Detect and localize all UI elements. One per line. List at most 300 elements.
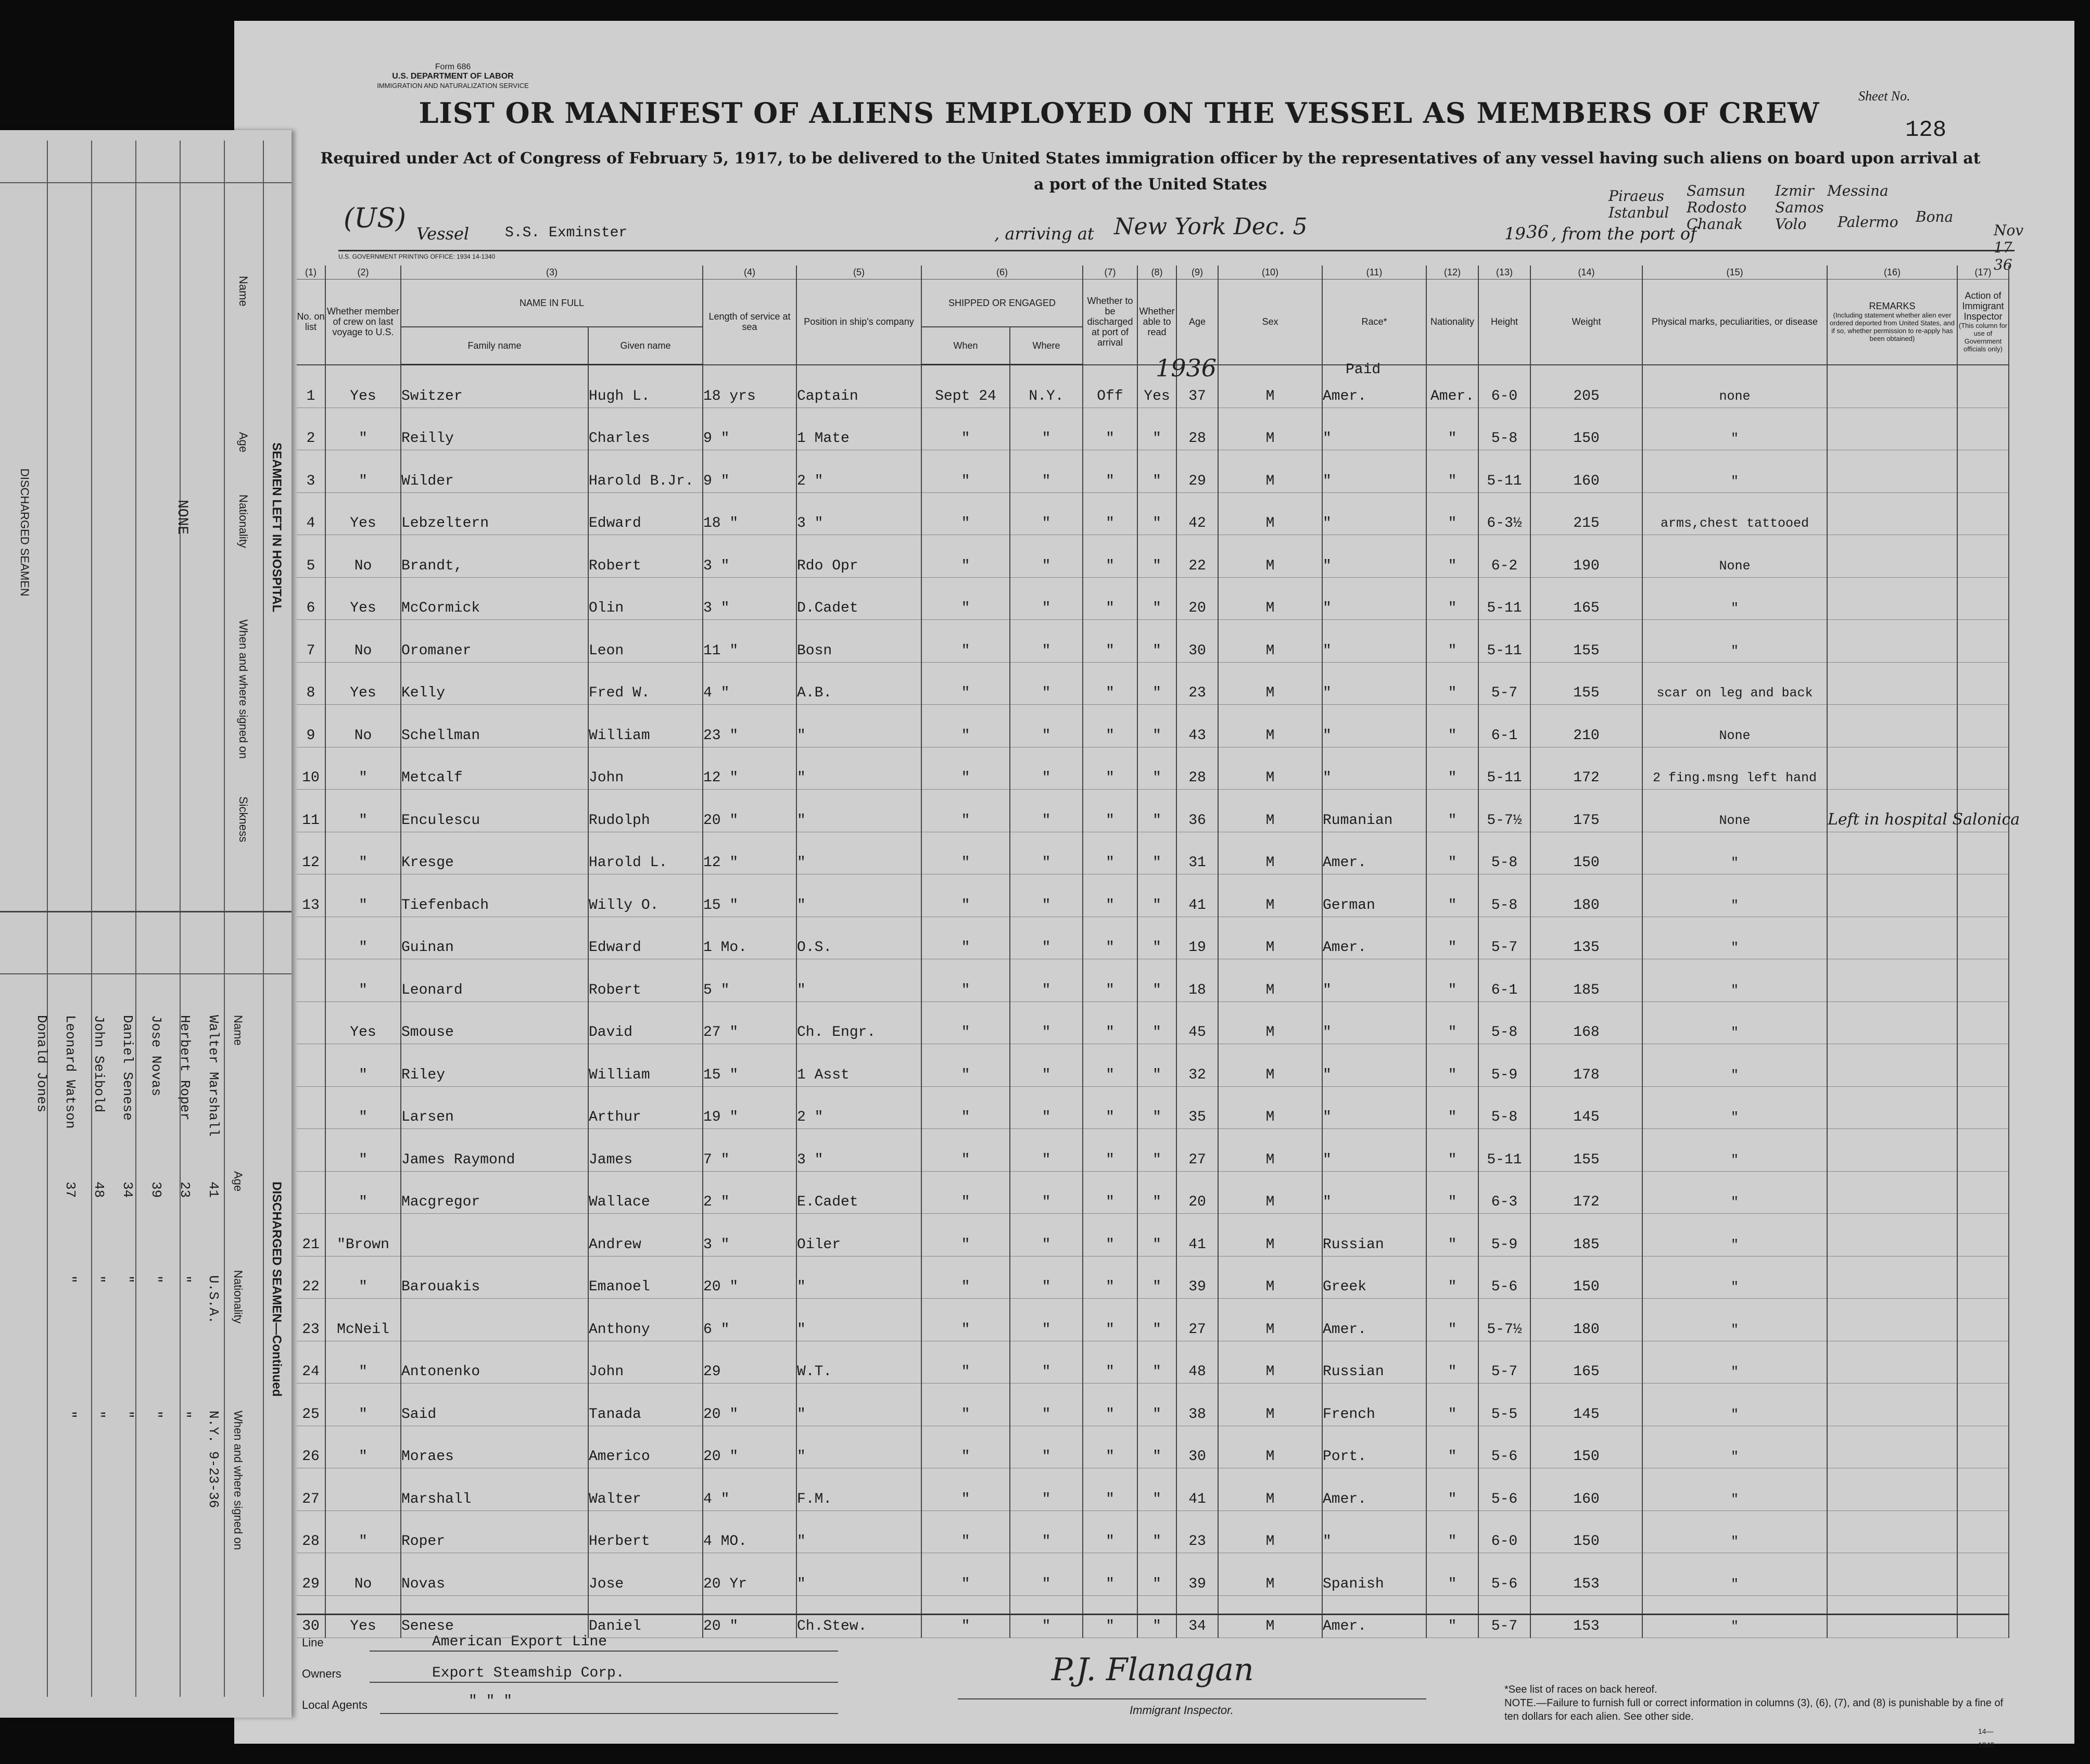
table-row [297, 1511, 2009, 1553]
cell-weight: 190 [1530, 535, 1642, 578]
header-remarks [1827, 280, 1957, 365]
cell-position: 1 Mate [796, 408, 921, 450]
cell-nat: " [1426, 1341, 1478, 1384]
crew-table [297, 265, 2020, 1638]
cell-height: 5-9 [1478, 1044, 1530, 1087]
cell-given: Arthur [588, 1086, 703, 1129]
cell-last: "Brown [325, 1214, 401, 1257]
cell-sex: M [1218, 1384, 1322, 1426]
cell-marks: " [1642, 577, 1827, 620]
cell-length: 4 MO. [703, 1511, 796, 1553]
cell-height: 5-8 [1478, 832, 1530, 874]
cell-disch: " [1083, 874, 1137, 917]
cell-remarks [1827, 1256, 1957, 1299]
cell-weight: 185 [1530, 959, 1642, 1002]
discharged-name: Herbert Roper [177, 1015, 193, 1121]
cell-when: " [921, 492, 1010, 535]
cell-marks: " [1642, 1468, 1827, 1511]
cell-given: Jose [588, 1553, 703, 1596]
cell-read: " [1137, 1341, 1176, 1384]
cell-no: 23 [297, 1299, 325, 1341]
cell-weight: 172 [1530, 1171, 1642, 1214]
cell-disch: " [1083, 1171, 1137, 1214]
table-row [297, 1044, 2009, 1087]
cell-read: " [1137, 1595, 1176, 1638]
cell-where: " [1010, 959, 1083, 1002]
cell-family: Smouse [401, 1001, 588, 1044]
cell-weight: 175 [1530, 790, 1642, 832]
cell-read: " [1137, 577, 1176, 620]
cell-remarks [1827, 1553, 1957, 1596]
cell-disch: " [1083, 1595, 1137, 1638]
cell-remarks [1827, 620, 1957, 663]
cell-length: 5 " [703, 959, 796, 1002]
cell-action [1957, 450, 2009, 493]
cell-disch: " [1083, 1256, 1137, 1299]
colnum-7: (7) [1083, 265, 1137, 280]
cell-family: Enculescu [401, 790, 588, 832]
cell-age: 36 [1176, 790, 1218, 832]
cell-disch: " [1083, 1553, 1137, 1596]
cell-family: Guinan [401, 917, 588, 959]
cell-family: Tiefenbach [401, 874, 588, 917]
cell-sex: M [1218, 1299, 1322, 1341]
slip-col-divider [91, 141, 92, 1697]
from-port-label: , from the port of [1551, 224, 1697, 244]
cell-family: Antonenko [401, 1341, 588, 1384]
cell-race: Amer. [1322, 365, 1426, 408]
cell-given: Daniel [588, 1595, 703, 1638]
table-row [297, 1299, 2009, 1341]
slip-rule [0, 911, 292, 912]
cell-remarks [1827, 1299, 1957, 1341]
cell-nat: " [1426, 1426, 1478, 1468]
cell-marks: none [1642, 365, 1827, 408]
cell-read: " [1137, 1468, 1176, 1511]
cell-last: " [325, 747, 401, 790]
cell-family: Schellman [401, 705, 588, 747]
cell-family: Senese [401, 1595, 588, 1638]
discharged-seamen-slip [0, 130, 292, 1718]
discharged-name: John Seibold [91, 1015, 107, 1113]
cell-weight: 160 [1530, 1468, 1642, 1511]
cell-length: 29 [703, 1341, 796, 1384]
colnum-15: (15) [1642, 265, 1827, 280]
cell-race: " [1322, 1001, 1426, 1044]
cell-position: O.S. [796, 917, 921, 959]
cell-height: 6-2 [1478, 535, 1530, 578]
cell-position: " [796, 1553, 921, 1596]
agents-underline [380, 1713, 838, 1714]
cell-action [1957, 1384, 2009, 1426]
line-underline [370, 1651, 838, 1652]
cell-when: " [921, 1214, 1010, 1257]
slip-col-divider [263, 141, 264, 1697]
cell-no: 30 [297, 1595, 325, 1638]
cell-remarks [1827, 1129, 1957, 1172]
colnum-3: (3) [401, 265, 703, 280]
arriving-value: New York Dec. 5 [1114, 213, 1308, 240]
discharged-age: 23 [177, 1182, 193, 1198]
cell-remarks: Left in hospital Salonica [1827, 790, 1957, 832]
cell-where: " [1010, 1044, 1083, 1087]
cell-nat: " [1426, 1256, 1478, 1299]
cell-family: Novas [401, 1553, 588, 1596]
header-family-name: Family name [401, 327, 588, 365]
cell-remarks [1827, 747, 1957, 790]
cell-position: 1 Asst [796, 1044, 921, 1087]
cell-when: " [921, 959, 1010, 1002]
cell-given: Willy O. [588, 874, 703, 917]
cell-marks: " [1642, 1511, 1827, 1553]
cell-nat: " [1426, 1214, 1478, 1257]
cell-length: 2 " [703, 1171, 796, 1214]
cell-when: " [921, 1426, 1010, 1468]
manifest-page [234, 21, 2074, 1749]
cell-height: 5-11 [1478, 1129, 1530, 1172]
cell-when: " [921, 577, 1010, 620]
cell-race: " [1322, 1171, 1426, 1214]
cell-age: 43 [1176, 705, 1218, 747]
agents-value: " " " [468, 1693, 513, 1709]
cell-remarks [1827, 577, 1957, 620]
cell-where: " [1010, 1595, 1083, 1638]
cell-age: 23 [1176, 662, 1218, 705]
cell-height: 5-11 [1478, 450, 1530, 493]
slip-rule [0, 973, 292, 974]
cell-age: 37 [1176, 365, 1218, 408]
cell-action [1957, 917, 2009, 959]
cell-disch: " [1083, 408, 1137, 450]
cell-disch: " [1083, 577, 1137, 620]
cell-marks: " [1642, 917, 1827, 959]
cell-remarks [1827, 832, 1957, 874]
cell-sex: M [1218, 959, 1322, 1002]
colnum-8: (8) [1137, 265, 1176, 280]
cell-nat: " [1426, 1044, 1478, 1087]
port-6: Izmir [1775, 182, 1814, 199]
inspector-label: Immigrant Inspector. [1130, 1704, 1234, 1717]
penalty-note: NOTE.—Failure to furnish full or correct information in columns (3), (6), (7), and (8) is punishable by a fine of ten dollars for each alien. See other side. [1504, 1697, 2004, 1722]
cell-weight: 155 [1530, 662, 1642, 705]
cell-read: " [1137, 1044, 1176, 1087]
cell-disch: " [1083, 1086, 1137, 1129]
header-action-title: Action of Immigrant Inspector [1962, 290, 2004, 322]
discharged-age: 37 [62, 1182, 78, 1198]
cell-family: Marshall [401, 1468, 588, 1511]
cell-sex: M [1218, 1341, 1322, 1384]
cell-marks: " [1642, 1341, 1827, 1384]
cell-where: " [1010, 1256, 1083, 1299]
discharged-name: Donald Jones [34, 1015, 49, 1113]
cell-height: 5-8 [1478, 874, 1530, 917]
cell-marks: " [1642, 1044, 1827, 1087]
header-last-voyage: Whether member of crew on last voyage to U.S. [325, 280, 401, 365]
discharged-nat: " [62, 1275, 78, 1284]
cell-position: " [796, 959, 921, 1002]
cell-position: Ch. Engr. [796, 1001, 921, 1044]
cell-no: 25 [297, 1384, 325, 1426]
cell-last: " [325, 1341, 401, 1384]
slip-rule [0, 182, 292, 183]
cell-family: Leonard [401, 959, 588, 1002]
cell-length: 20 Yr [703, 1553, 796, 1596]
cell-position: " [796, 1511, 921, 1553]
cell-disch: " [1083, 1468, 1137, 1511]
cell-nat: " [1426, 1171, 1478, 1214]
colnum-14: (14) [1530, 265, 1642, 280]
cell-action [1957, 1086, 2009, 1129]
cell-remarks [1827, 1086, 1957, 1129]
cell-when: " [921, 705, 1010, 747]
cell-position: " [796, 1299, 921, 1341]
cell-last: " [325, 450, 401, 493]
cell-height: 6-1 [1478, 959, 1530, 1002]
cell-no: 11 [297, 790, 325, 832]
cell-disch: " [1083, 1214, 1137, 1257]
cell-length: 27 " [703, 1001, 796, 1044]
cell-disch: " [1083, 450, 1137, 493]
cell-sex: M [1218, 1044, 1322, 1087]
cell-when: " [921, 1511, 1010, 1553]
cell-length: 19 " [703, 1086, 796, 1129]
cell-sex: M [1218, 1171, 1322, 1214]
cell-sex: M [1218, 832, 1322, 874]
cell-sex: M [1218, 535, 1322, 578]
cell-where: " [1010, 1129, 1083, 1172]
cell-age: 38 [1176, 1384, 1218, 1426]
cell-no: 13 [297, 874, 325, 917]
port-2: Istanbul [1608, 204, 1669, 221]
table-row [297, 1001, 2009, 1044]
cell-remarks [1827, 492, 1957, 535]
cell-disch: " [1083, 1384, 1137, 1426]
cell-disch: " [1083, 790, 1137, 832]
cell-read: " [1137, 1086, 1176, 1129]
cell-height: 6-0 [1478, 1511, 1530, 1553]
cell-where: " [1010, 1384, 1083, 1426]
header-nationality: Nationality [1426, 280, 1478, 365]
cell-where: " [1010, 917, 1083, 959]
cell-length: 1 Mo. [703, 917, 796, 959]
port-4: Rodosto [1687, 199, 1747, 216]
slip-bottom-header-age: Age [232, 1171, 245, 1192]
cell-race: " [1322, 705, 1426, 747]
cell-action [1957, 662, 2009, 705]
cell-when: " [921, 1299, 1010, 1341]
cell-nat: Amer. [1426, 365, 1478, 408]
cell-given: Robert [588, 959, 703, 1002]
cell-last: " [325, 1426, 401, 1468]
cell-given: Charles [588, 408, 703, 450]
cell-nat: " [1426, 705, 1478, 747]
cell-when: " [921, 535, 1010, 578]
cell-when: " [921, 1595, 1010, 1638]
cell-last: " [325, 1129, 401, 1172]
cell-family: Brandt, [401, 535, 588, 578]
cell-marks: " [1642, 620, 1827, 663]
cell-marks: " [1642, 832, 1827, 874]
cell-where: " [1010, 1553, 1083, 1596]
table-row [297, 1214, 2009, 1257]
cell-age: 35 [1176, 1086, 1218, 1129]
cell-age: 48 [1176, 1341, 1218, 1384]
header-height: Height [1478, 280, 1530, 365]
cell-given: Robert [588, 535, 703, 578]
cell-given: Emanoel [588, 1256, 703, 1299]
cell-family: Macgregor [401, 1171, 588, 1214]
cell-disch: " [1083, 959, 1137, 1002]
discharged-continued-title: DISCHARGED SEAMEN—Continued [270, 1182, 284, 1397]
cell-height: 6-3½ [1478, 492, 1530, 535]
table-row [297, 959, 2009, 1002]
cell-given: Rudolph [588, 790, 703, 832]
cell-family: Lebzeltern [401, 492, 588, 535]
cell-length: 6 " [703, 1299, 796, 1341]
cell-length: 4 " [703, 662, 796, 705]
discharged-name: Walter Marshall [206, 1015, 221, 1137]
cell-family: Metcalf [401, 747, 588, 790]
cell-length: 3 " [703, 535, 796, 578]
cell-position: " [796, 790, 921, 832]
cell-age: 28 [1176, 747, 1218, 790]
cell-action [1957, 1299, 2009, 1341]
cell-last: " [325, 832, 401, 874]
cell-no: 7 [297, 620, 325, 663]
cell-nat: " [1426, 1001, 1478, 1044]
cell-given: Anthony [588, 1299, 703, 1341]
cell-nat: " [1426, 492, 1478, 535]
cell-last: " [325, 408, 401, 450]
cell-disch: " [1083, 1426, 1137, 1468]
cell-race: " [1322, 1086, 1426, 1129]
cell-sex: M [1218, 1129, 1322, 1172]
cell-no: 22 [297, 1256, 325, 1299]
cell-age: 22 [1176, 535, 1218, 578]
cell-age: 41 [1176, 1214, 1218, 1257]
slip-header-nationality: Nationality [237, 494, 250, 548]
form-service: IMMIGRATION AND NATURALIZATION SERVICE [377, 82, 529, 90]
cell-marks: " [1642, 1595, 1827, 1638]
cell-when: " [921, 1086, 1010, 1129]
cell-age: 23 [1176, 1511, 1218, 1553]
cell-no [297, 1044, 325, 1087]
table-row [297, 1086, 2009, 1129]
cell-when: " [921, 1129, 1010, 1172]
port-date: Nov 17 36 [1994, 222, 2024, 273]
discharged-name: Jose Novas [148, 1015, 164, 1097]
cell-race: " [1322, 747, 1426, 790]
cell-length: 15 " [703, 1044, 796, 1087]
cell-no [297, 959, 325, 1002]
cell-action [1957, 577, 2009, 620]
cell-height: 5-8 [1478, 1086, 1530, 1129]
cell-family: Oromaner [401, 620, 588, 663]
cell-age: 31 [1176, 832, 1218, 874]
cell-given: James [588, 1129, 703, 1172]
form-department: U.S. DEPARTMENT OF LABOR [392, 72, 514, 81]
cell-age: 39 [1176, 1256, 1218, 1299]
form-header [349, 62, 557, 91]
cell-read: " [1137, 790, 1176, 832]
discharged-nat: " [120, 1275, 135, 1284]
cell-action [1957, 747, 2009, 790]
cell-position: " [796, 874, 921, 917]
cell-height: 5-6 [1478, 1256, 1530, 1299]
port-7: Samos [1775, 199, 1824, 216]
header-no-on-list: No. on list [297, 280, 325, 365]
cell-given: Olin [588, 577, 703, 620]
arriving-label: , arriving at [994, 224, 1094, 244]
cell-no: 1 [297, 365, 325, 408]
cell-where: " [1010, 1214, 1083, 1257]
cell-marks: None [1642, 535, 1827, 578]
cell-disch: " [1083, 1001, 1137, 1044]
cell-position: Oiler [796, 1214, 921, 1257]
cell-height: 5-7½ [1478, 1299, 1530, 1341]
cell-family: Larsen [401, 1086, 588, 1129]
slip-col-divider [224, 141, 225, 1697]
cell-where: " [1010, 1341, 1083, 1384]
table-row [297, 1384, 2009, 1426]
cell-position: 2 " [796, 1086, 921, 1129]
discharged-age: 34 [120, 1182, 135, 1198]
cell-where: " [1010, 1299, 1083, 1341]
cell-weight: 205 [1530, 365, 1642, 408]
cell-no: 12 [297, 832, 325, 874]
table-row [297, 662, 2009, 705]
header-remarks-note: (Including statement whether alien ever ordered deported from United States, and if so, whether permission to re-apply has been obtained) [1830, 311, 1955, 343]
cell-no: 21 [297, 1214, 325, 1257]
cell-length: 18 " [703, 492, 796, 535]
cell-remarks [1827, 365, 1957, 408]
slip-header-name: Name [237, 276, 250, 307]
cell-family: Kelly [401, 662, 588, 705]
cell-last: " [325, 1511, 401, 1553]
cell-position: 2 " [796, 450, 921, 493]
header-length-service: Length of service at sea [703, 280, 796, 365]
cell-given: Andrew [588, 1214, 703, 1257]
printer-line: U.S. GOVERNMENT PRINTING OFFICE: 1934 14-1340 [338, 253, 496, 260]
cell-height: 5-7 [1478, 1341, 1530, 1384]
line-value: American Export Line [432, 1634, 607, 1650]
cell-weight: 210 [1530, 705, 1642, 747]
cell-age: 39 [1176, 1553, 1218, 1596]
cell-remarks [1827, 1214, 1957, 1257]
cell-given: Edward [588, 917, 703, 959]
cell-position: Rdo Opr [796, 535, 921, 578]
cell-read: " [1137, 1001, 1176, 1044]
cell-action [1957, 1129, 2009, 1172]
cell-where: " [1010, 492, 1083, 535]
vessel-name: S.S. Exminster [505, 225, 628, 241]
cell-last: No [325, 620, 401, 663]
cell-weight: 178 [1530, 1044, 1642, 1087]
cell-nat: " [1426, 535, 1478, 578]
cell-read: " [1137, 408, 1176, 450]
cell-weight: 150 [1530, 1256, 1642, 1299]
cell-weight: 172 [1530, 747, 1642, 790]
cell-read: " [1137, 662, 1176, 705]
crew-table-body [297, 365, 2020, 1638]
cell-sex: M [1218, 1001, 1322, 1044]
cell-position: Ch.Stew. [796, 1595, 921, 1638]
cell-marks: " [1642, 1171, 1827, 1214]
cell-marks: " [1642, 1256, 1827, 1299]
cell-sex: M [1218, 1256, 1322, 1299]
cell-sex: M [1218, 874, 1322, 917]
cell-family: Wilder [401, 450, 588, 493]
